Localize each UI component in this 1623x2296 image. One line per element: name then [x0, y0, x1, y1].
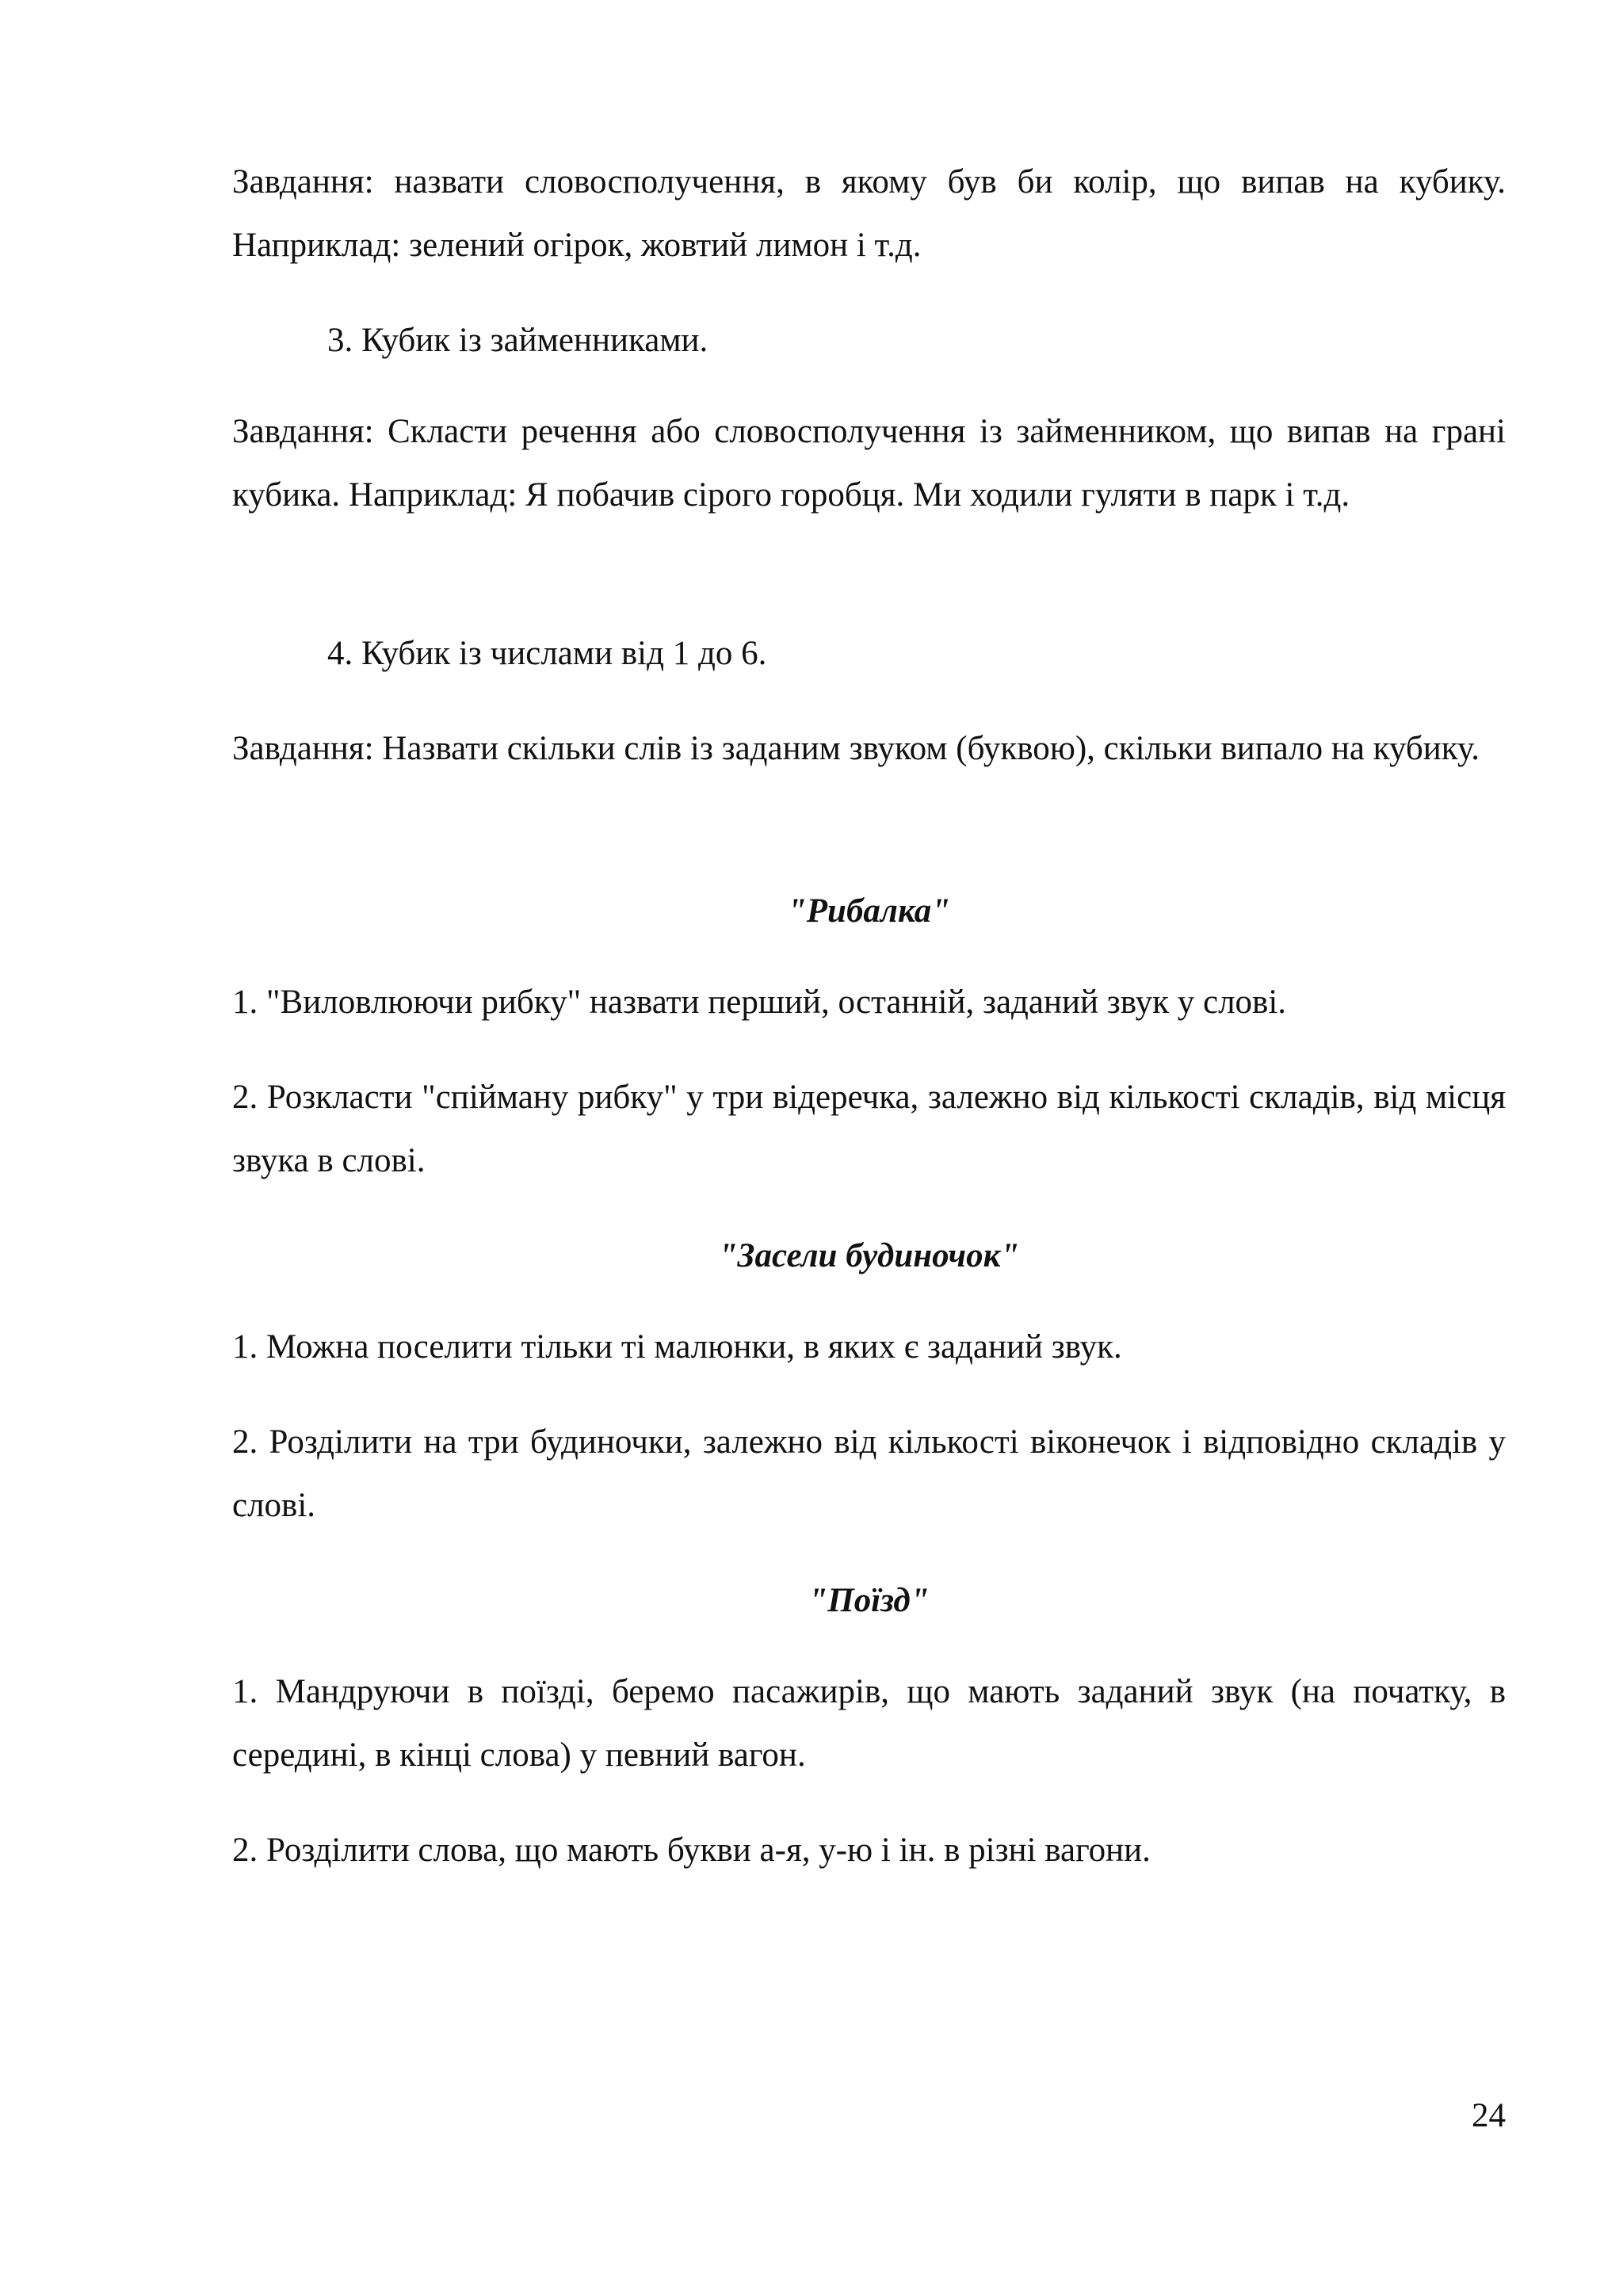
page-number: 24 [1472, 2097, 1506, 2134]
paragraph-rybalka-2: 2. Розкласти "спійману рибку" у три відеречка, залежно від кількості складів, від місця звука в слові. [232, 1079, 1506, 1179]
heading-zaseli-budynochok: "Засели будиночок" [718, 1237, 1020, 1274]
list-item-number-cube: 4. Кубик із числами від 1 до 6. [327, 635, 767, 672]
paragraph-budynochok-2: 2. Розділити на три будиночки, залежно від кількості віконечок і відповідно складів у слові. [232, 1423, 1506, 1524]
paragraph-poizd-2: 2. Розділити слова, що мають букви а-я, у-ю і ін. в різні вагони. [232, 1832, 1151, 1869]
paragraph-task-color: Завдання: назвати словосполучення, в якому був би колір, що випав на кубику. Наприклад: зелений огірок, жовтий лимон і т.д. [232, 163, 1506, 264]
heading-poizd: "Поїзд" [808, 1582, 930, 1619]
paragraph-budynochok-1: 1. Можна поселити тільки ті малюнки, в яких є заданий звук. [232, 1328, 1122, 1366]
paragraph-poizd-1: 1. Мандруючи в поїзді, беремо пасажирів, що мають заданий звук (на початку, в середині, в кінці слова) у певний вагон. [232, 1673, 1506, 1774]
paragraph-task-number: Завдання: Назвати скільки слів із заданим звуком (буквою), скільки випало на кубику. [232, 730, 1480, 767]
heading-rybalka: "Рибалка" [787, 892, 951, 930]
list-item-pronoun-cube: 3. Кубик із займенниками. [327, 322, 708, 359]
paragraph-task-pronoun: Завдання: Скласти речення або словосполучення із займенником, що випав на грані кубика. Наприклад: Я побачив сірого горобця. Ми ходили гуляти в парк і т.д. [232, 413, 1506, 514]
paragraph-rybalka-1: 1. "Виловлюючи рибку" назвати перший, останній, заданий звук у слові. [232, 984, 1287, 1021]
